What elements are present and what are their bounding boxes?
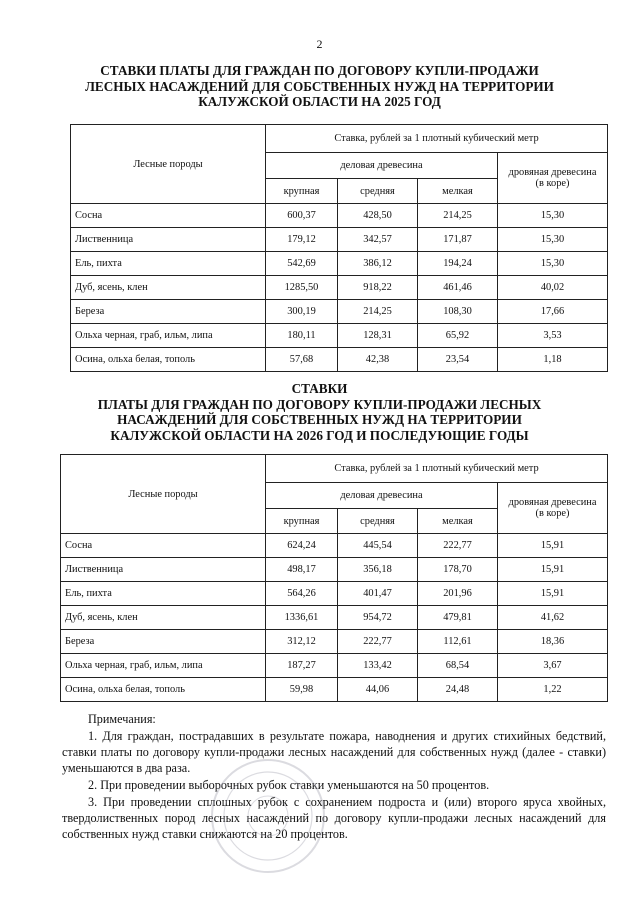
firewood-cell: 15,30 [498, 204, 608, 228]
large-cell: 600,37 [266, 204, 338, 228]
species-header: Лесные породы [61, 455, 266, 534]
small-cell: 194,24 [418, 252, 498, 276]
small-cell: 214,25 [418, 204, 498, 228]
species-cell: Ольха черная, граб, ильм, липа [61, 654, 266, 678]
medium-cell: 428,50 [338, 204, 418, 228]
large-cell: 179,12 [266, 228, 338, 252]
firewood-header-line1: дровяная древесина [508, 167, 597, 178]
firewood-header-line2: (в коре) [535, 508, 570, 519]
note-item-1: 1. Для граждан, пострадавших в результате пожара, наводнения и других стихийных бедствий, ставки платы по договору купли-продажи лесных насаждений для собственных нужд (далее - ставки) уменьшаются в два раза. [62, 729, 606, 776]
title-line: КАЛУЖСКОЙ ОБЛАСТИ НА 2025 ГОД [198, 94, 441, 109]
large-cell: 1285,50 [266, 276, 338, 300]
large-cell: 312,12 [266, 630, 338, 654]
title-line: КАЛУЖСКОЙ ОБЛАСТИ НА 2026 ГОД И ПОСЛЕДУЮЩИЕ ГОДЫ [110, 427, 529, 443]
table-row [71, 252, 608, 276]
table-row [61, 678, 608, 702]
large-cell: 180,11 [266, 324, 338, 348]
firewood-cell: 3,53 [498, 324, 608, 348]
medium-cell: 401,47 [338, 582, 418, 606]
species-cell: Лиственница [71, 228, 266, 252]
size-header-small: мелкая [418, 179, 498, 204]
table-row [61, 534, 608, 558]
species-cell: Сосна [61, 534, 266, 558]
size-header-large: крупная [266, 179, 338, 204]
medium-cell: 44,06 [338, 678, 418, 702]
firewood-header-line2: (в коре) [535, 178, 570, 189]
medium-cell: 445,54 [338, 534, 418, 558]
table-row [71, 300, 608, 324]
firewood-cell: 3,67 [498, 654, 608, 678]
medium-cell: 954,72 [338, 606, 418, 630]
large-cell: 564,26 [266, 582, 338, 606]
species-cell: Лиственница [61, 558, 266, 582]
title-line: ПЛАТЫ ДЛЯ ГРАЖДАН ПО ДОГОВОРУ КУПЛИ-ПРОДАЖИ ЛЕСНЫХ [97, 396, 542, 412]
firewood-header [498, 483, 608, 534]
species-cell: Дуб, ясень, клен [71, 276, 266, 300]
firewood-cell: 15,91 [498, 558, 608, 582]
small-cell: 65,92 [418, 324, 498, 348]
medium-cell: 42,38 [338, 348, 418, 372]
medium-cell: 222,77 [338, 630, 418, 654]
small-cell: 178,70 [418, 558, 498, 582]
size-header-medium: средняя [338, 179, 418, 204]
large-cell: 300,19 [266, 300, 338, 324]
large-cell: 1336,61 [266, 606, 338, 630]
section2-title [40, 381, 599, 443]
firewood-header-line1: дровяная древесина [508, 497, 597, 508]
table-row [71, 204, 608, 228]
species-cell: Ель, пихта [61, 582, 266, 606]
size-header-medium: средняя [338, 509, 418, 534]
small-cell: 171,87 [418, 228, 498, 252]
species-header: Лесные породы [71, 125, 266, 204]
medium-cell: 386,12 [338, 252, 418, 276]
size-header-small: мелкая [418, 509, 498, 534]
rate-header: Ставка, рублей за 1 плотный кубический метр [266, 455, 608, 483]
large-cell: 542,69 [266, 252, 338, 276]
section1-title [40, 63, 599, 110]
small-cell: 479,81 [418, 606, 498, 630]
small-cell: 222,77 [418, 534, 498, 558]
firewood-cell: 1,18 [498, 348, 608, 372]
species-cell: Осина, ольха белая, тополь [71, 348, 266, 372]
table-row [61, 582, 608, 606]
firewood-cell: 15,30 [498, 228, 608, 252]
table-row [71, 276, 608, 300]
small-cell: 68,54 [418, 654, 498, 678]
species-cell: Береза [61, 630, 266, 654]
title-line: НАСАЖДЕНИЙ ДЛЯ СОБСТВЕННЫХ НУЖД НА ТЕРРИТОРИИ [117, 412, 522, 427]
rates-table-2025 [70, 124, 608, 372]
small-cell: 201,96 [418, 582, 498, 606]
large-cell: 59,98 [266, 678, 338, 702]
business-wood-header: деловая древесина [266, 153, 498, 179]
small-cell: 112,61 [418, 630, 498, 654]
firewood-cell: 41,62 [498, 606, 608, 630]
species-cell: Ель, пихта [71, 252, 266, 276]
medium-cell: 214,25 [338, 300, 418, 324]
species-cell: Береза [71, 300, 266, 324]
firewood-cell: 17,66 [498, 300, 608, 324]
page-number: 2 [316, 37, 323, 51]
medium-cell: 918,22 [338, 276, 418, 300]
table-row [61, 558, 608, 582]
notes-title: Примечания: [88, 712, 156, 726]
medium-cell: 356,18 [338, 558, 418, 582]
note-item-2: 2. При проведении выборочных рубок ставки уменьшаются на 50 процентов. [88, 778, 490, 792]
firewood-cell: 40,02 [498, 276, 608, 300]
rates-table-2026 [60, 454, 608, 702]
medium-cell: 133,42 [338, 654, 418, 678]
small-cell: 461,46 [418, 276, 498, 300]
medium-cell: 342,57 [338, 228, 418, 252]
firewood-cell: 15,30 [498, 252, 608, 276]
large-cell: 187,27 [266, 654, 338, 678]
species-cell: Дуб, ясень, клен [61, 606, 266, 630]
firewood-cell: 1,22 [498, 678, 608, 702]
title-line: СТАВКИ [291, 381, 348, 396]
table-row [61, 630, 608, 654]
note-item-3: 3. При проведении сплошных рубок с сохранением подроста и (или) второго яруса хвойных, твердолиственных пород лесных насаждений по договору купли-продажи лесных насаждений для собственных нужд ставки снижаются на 20 процентов. [62, 795, 606, 842]
large-cell: 624,24 [266, 534, 338, 558]
table-row [71, 348, 608, 372]
small-cell: 23,54 [418, 348, 498, 372]
large-cell: 57,68 [266, 348, 338, 372]
table-row [61, 654, 608, 678]
firewood-header [498, 153, 608, 204]
species-cell: Сосна [71, 204, 266, 228]
business-wood-header: деловая древесина [266, 483, 498, 509]
firewood-cell: 18,36 [498, 630, 608, 654]
firewood-cell: 15,91 [498, 582, 608, 606]
rate-header: Ставка, рублей за 1 плотный кубический метр [266, 125, 608, 153]
table-row [61, 606, 608, 630]
firewood-cell: 15,91 [498, 534, 608, 558]
table-row [71, 324, 608, 348]
medium-cell: 128,31 [338, 324, 418, 348]
large-cell: 498,17 [266, 558, 338, 582]
species-cell: Осина, ольха белая, тополь [61, 678, 266, 702]
title-line: СТАВКИ ПЛАТЫ ДЛЯ ГРАЖДАН ПО ДОГОВОРУ КУПЛИ-ПРОДАЖИ [100, 63, 539, 78]
table-row [71, 228, 608, 252]
small-cell: 108,30 [418, 300, 498, 324]
size-header-large: крупная [266, 509, 338, 534]
title-line: ЛЕСНЫХ НАСАЖДЕНИЙ ДЛЯ СОБСТВЕННЫХ НУЖД НА ТЕРРИТОРИИ [85, 78, 554, 94]
species-cell: Ольха черная, граб, ильм, липа [71, 324, 266, 348]
small-cell: 24,48 [418, 678, 498, 702]
